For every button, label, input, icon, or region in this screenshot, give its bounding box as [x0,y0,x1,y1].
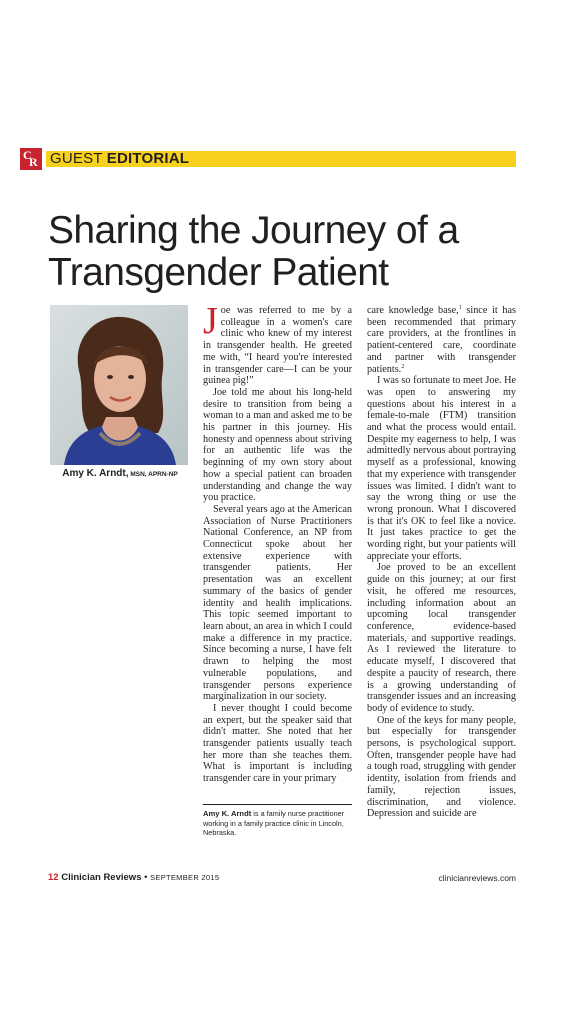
folio-separator: • [141,872,151,883]
folio [48,872,219,883]
author-portrait-image [50,305,188,465]
paragraph [203,300,352,387]
caption-author-name: Amy K. Arndt, [62,468,129,479]
article-headline [48,210,518,294]
photo-caption [50,468,190,479]
article-column-2 [367,305,516,820]
website-link[interactable]: clinicianreviews.com [438,873,516,883]
logo-letter-r: R [29,155,37,169]
paragraph: Several years ago at the American Association of Nurse Practitioners National Conference, an NP from Connecticut spoke about her extensive experience with transgender patients. Her presentation was an excellent summary of the basics of gender identity and health implications. This topic seemed important to learn about, an area in which I could make a difference in my practice. Since becoming a nurse, I have felt drawn to helping the most vulnerable populations, and transgender persons experience marginalization in our society. [203,503,352,703]
section-label-bold: EDITORIAL [106,150,190,167]
paragraph-text: care knowledge base, [367,305,459,316]
issue-date: SEPTEMBER 2015 [150,873,220,882]
caption-credentials: MSN, APRN-NP [128,471,178,478]
section-banner [20,148,516,170]
author-photo [50,305,188,465]
article-column-1 [203,300,352,785]
paragraph: I never thought I could become an expert, but the speaker said that didn't matter. She noted that her transgender patients usually teach her more than she teaches them. What is important is including transgender care in your primary [203,702,352,785]
citation-2: 2 [401,363,405,370]
headline-line-1: Sharing the Journey of a [48,209,459,252]
bio-name: Amy K. Arndt [203,809,252,818]
paragraph-text: since it has been recommended that primary care providers, at the frontlines in patient-centered care, coordinate and partner with transgender patients. [367,305,516,375]
drop-cap: J [203,300,218,342]
section-label-light: GUEST [50,150,107,167]
author-bio [203,804,352,838]
paragraph: I was so fortunate to meet Joe. He was open to answering my questions about his interest in a female-to-male (FTM) transition and what the process would entail. Despite my eagerness to help, I was admittedly nervous about portraying myself as a professional, knowing that my experience with transgender issues was limited. I didn't want to say the wrong thing or use the wrong pronoun. What I discovered is that it's OK to feel like a novice. It just takes practice to get the wording right, but your patients will appreciate your efforts. [367,375,516,562]
logo-letter-c: C [23,148,31,162]
paragraph: Joe told me about his long-held desire to transition from being a woman to a man and asked me to be his partner in this journey. His honesty and openness about striving for an authentic life was the beginning of my own story about how a special patient can broaden understanding and change the way you practice. [203,386,352,504]
citation-1: 1 [458,305,462,311]
paragraph: Joe proved to be an excellent guide on this journey; at our first visit, he offered me resources, including information about an upcoming local transgender conference, evidence-based materials, and supportive readings. As I reviewed the literature to educate myself, I discovered that despite a paucity of research, there is a growing understanding of transgender issues and an increasing body of evidence to study. [367,562,516,714]
page-number: 12 [48,872,59,883]
headline-line-2: Transgender Patient [48,251,389,294]
clinician-reviews-logo [20,148,42,170]
section-label [50,150,189,167]
bio-text: is a family nurse practitioner working in a family practice clinic in Lincoln, Nebraska. [203,809,345,838]
paragraph-text: oe was referred to me by a colleague in a women's care clinic who knew of my interest in transgender health. He greeted me with, “I heard you're interested in transgender care—I can be your guinea pig!” [203,305,352,387]
page-footer [48,872,516,886]
magazine-name: Clinician Reviews [58,872,142,883]
paragraph [367,305,516,375]
paragraph: One of the keys for many people, but especially for transgender persons, is psychological support. Often, transgender people have had a tough road, struggling with gender identity, isolation from friends and family, rejection issues, discrimination, and violence. Depression and suicide are [367,714,516,820]
